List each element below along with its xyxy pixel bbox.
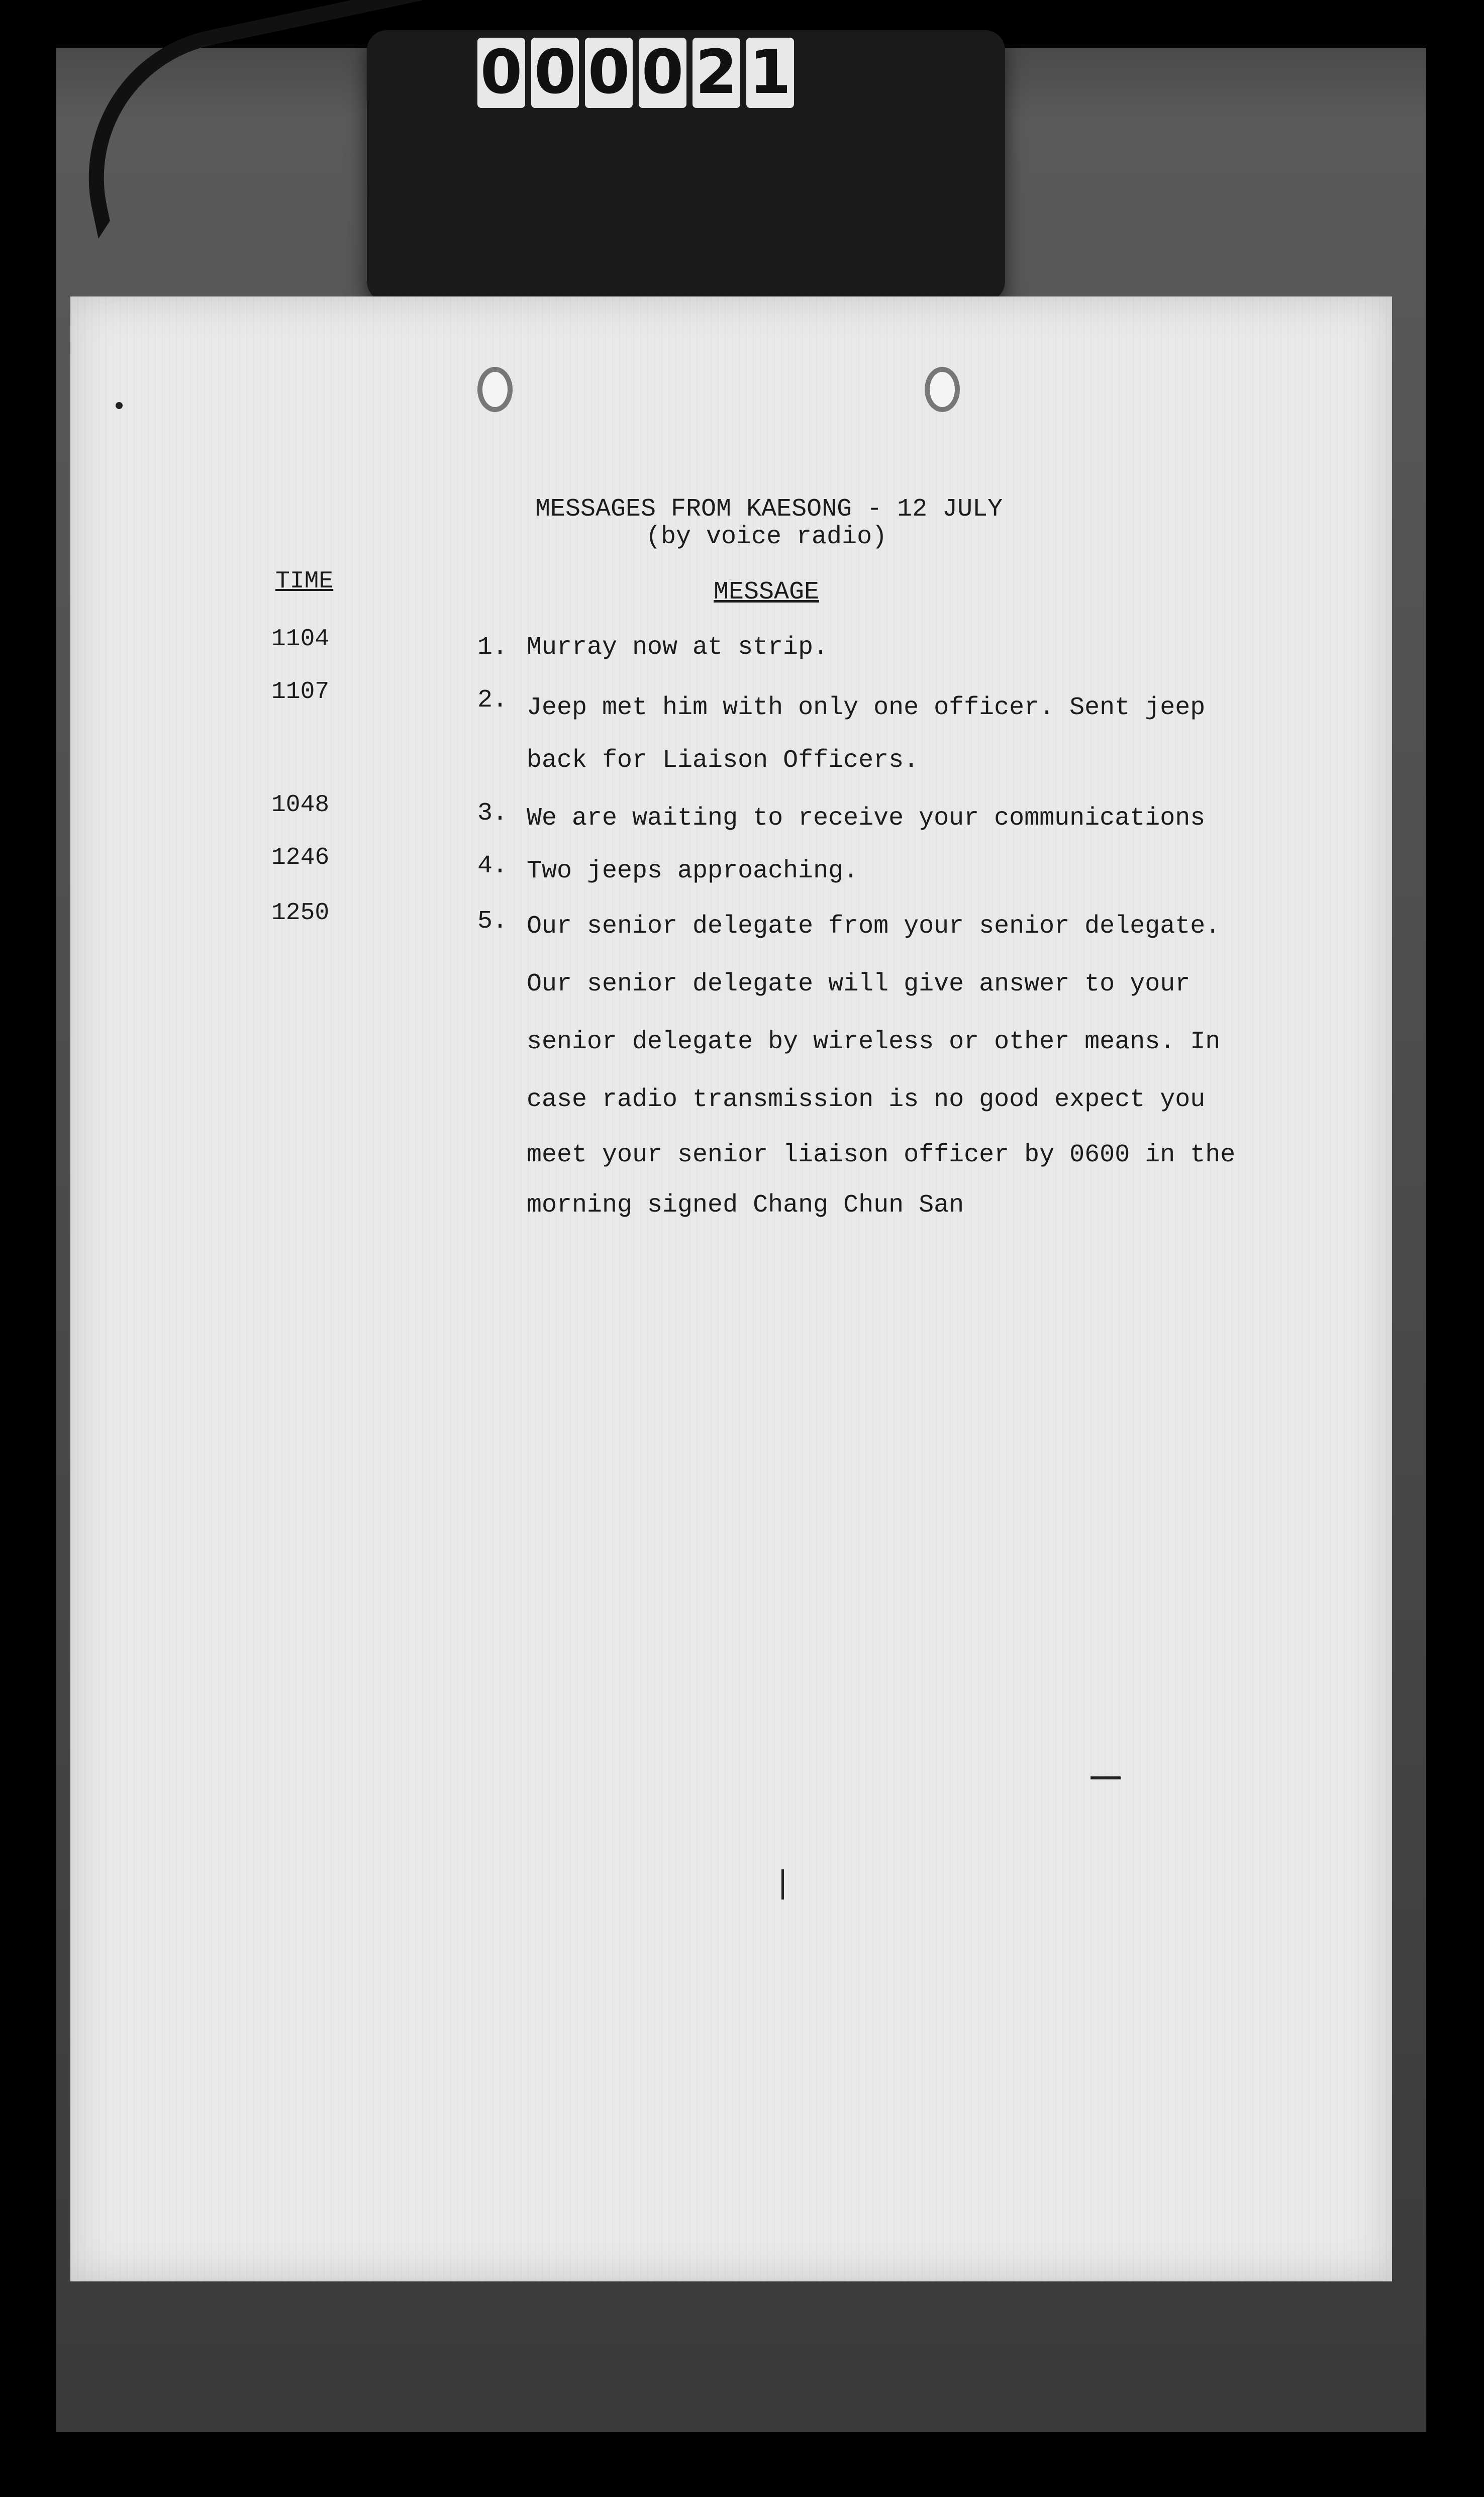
message-line: morning signed Chang Chun San	[527, 1191, 964, 1220]
message-number: 3.	[477, 799, 508, 828]
message-time: 1250	[271, 900, 330, 927]
message-number: 4.	[477, 852, 508, 880]
counter-digit: 0	[531, 38, 579, 108]
message-time: 1107	[271, 678, 330, 706]
message-number: 5.	[477, 907, 508, 936]
counter-digit: 0	[585, 38, 633, 108]
frame-counter	[477, 38, 794, 108]
stray-mark	[781, 1869, 784, 1900]
counter-digit: 0	[477, 38, 525, 108]
message-column-header: MESSAGE	[714, 578, 820, 607]
counter-digit: 1	[746, 38, 794, 108]
punch-hole	[477, 367, 513, 412]
message-time: 1048	[271, 791, 330, 819]
message-number: 2.	[477, 686, 508, 715]
message-line: back for Liaison Officers.	[527, 746, 919, 775]
message-line: Jeep met him with only one officer. Sent jeep	[527, 693, 1206, 722]
message-line: Our senior delegate from your senior delegate.	[527, 912, 1221, 941]
punch-hole	[925, 367, 960, 412]
counter-digit: 2	[692, 38, 740, 108]
document-title: MESSAGES FROM KAESONG - 12 JULY	[535, 495, 1003, 524]
document-subtitle: (by voice radio)	[646, 523, 887, 551]
message-time: 1246	[271, 844, 330, 871]
message-line: Our senior delegate will give answer to your	[527, 970, 1191, 998]
stray-mark	[116, 402, 123, 409]
counter-digit: 0	[639, 38, 686, 108]
message-number: 1.	[477, 633, 508, 662]
message-time: 1104	[271, 626, 330, 653]
message-line: Murray now at strip.	[527, 633, 829, 662]
time-column-header: TIME	[275, 568, 334, 595]
message-line: We are waiting to receive your communications	[527, 804, 1206, 833]
message-line: meet your senior liaison officer by 0600 in the	[527, 1141, 1236, 1169]
message-line: case radio transmission is no good expect you	[527, 1085, 1206, 1114]
stray-mark	[1091, 1776, 1121, 1779]
message-line: Two jeeps approaching.	[527, 857, 859, 885]
message-line: senior delegate by wireless or other means. In	[527, 1028, 1221, 1056]
